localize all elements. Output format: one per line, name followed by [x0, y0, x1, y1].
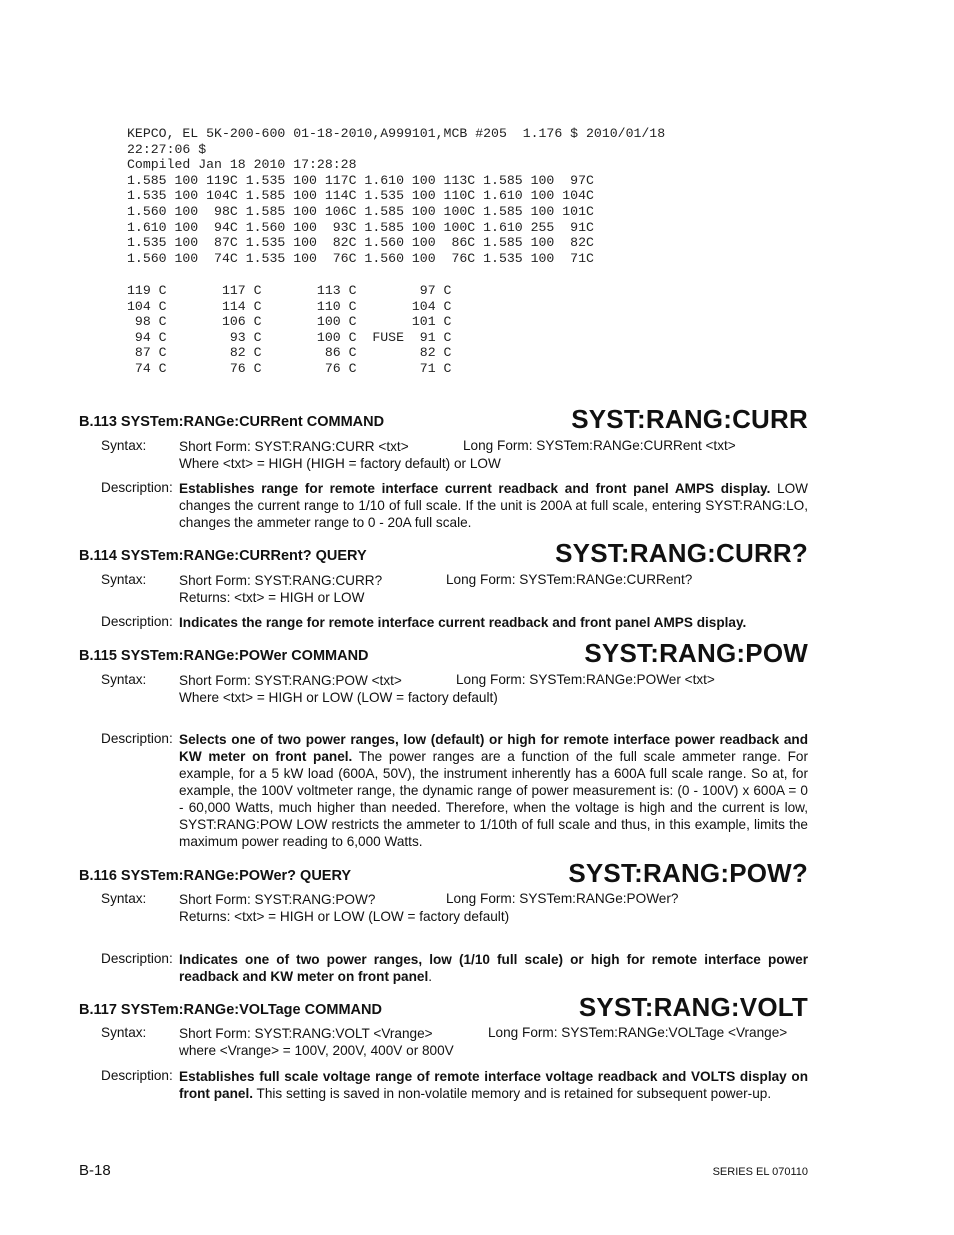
- description-label: Description:: [101, 951, 173, 966]
- section-title-b114: B.114 SYSTem:RANGe:CURRent? QUERY: [79, 548, 367, 564]
- section-title-b115: B.115 SYSTem:RANGe:POWer COMMAND: [79, 648, 369, 664]
- short-form: Short Form: SYST:RANG:POW?: [179, 892, 376, 907]
- temperature-table: 119 C 117 C 113 C 97 C 104 C 114 C 110 C 104 C 98 C 106 C 100 C 101 C 94 C 93 C 100 C FUSE 91 C 87 C 82 C 86 C 82 C 74 C 76 C 76 C 71 C: [127, 283, 452, 376]
- syntax-label: Syntax:: [101, 572, 147, 587]
- description-b114: [179, 614, 808, 631]
- command-heading-b114: SYST:RANG:CURR?: [555, 538, 808, 568]
- section-title-b113: B.113 SYSTem:RANGe:CURRent COMMAND: [79, 414, 385, 430]
- long-form: Long Form: SYSTem:RANGe:CURRent <txt>: [463, 438, 736, 453]
- syntax-note: Returns: <txt> = HIGH or LOW: [179, 590, 365, 605]
- syntax-note: Where <txt> = HIGH or LOW (LOW = factory default): [179, 690, 498, 705]
- syntax-note: Where <txt> = HIGH (HIGH = factory default) or LOW: [179, 456, 501, 471]
- page-number: B-18: [79, 1162, 111, 1179]
- description-text: This setting is saved in non-volatile memory and is retained for subsequent power-up.: [253, 1086, 772, 1101]
- syntax-label: Syntax:: [101, 891, 147, 906]
- description-bold: Establishes range for remote interface current readback and front panel AMPS display.: [179, 481, 771, 496]
- description-text: LOW changes the current range to 1/10 of full scale. If the unit is 200A at full scale, entering SYST:RANG:LO, changes the ammeter range to 0 - 20A full scale.: [179, 481, 808, 530]
- description-b117: [179, 1068, 808, 1102]
- short-form: Short Form: SYST:RANG:VOLT <Vrange>: [179, 1026, 433, 1041]
- section-title-b116: B.116 SYSTem:RANGe:POWer? QUERY: [79, 868, 352, 884]
- description-label: Description:: [101, 1068, 173, 1083]
- long-form: Long Form: SYSTem:RANGe:POWer <txt>: [456, 672, 715, 687]
- syntax-note: Returns: <txt> = HIGH or LOW (LOW = factory default): [179, 909, 510, 924]
- section-title-b117: B.117 SYSTem:RANGe:VOLTage COMMAND: [79, 1002, 382, 1018]
- description-bold: Indicates one of two power ranges, low (1/10 full scale) or high for remote interface power readback and KW meter on front panel: [179, 952, 808, 984]
- command-heading-b116: SYST:RANG:POW?: [568, 858, 808, 888]
- description-label: Description:: [101, 480, 173, 495]
- long-form: Long Form: SYSTem:RANGe:CURRent?: [446, 572, 693, 587]
- short-form: Short Form: SYST:RANG:CURR <txt>: [179, 439, 409, 454]
- description-label: Description:: [101, 614, 173, 629]
- description-b116: [179, 951, 808, 985]
- command-heading-b117: SYST:RANG:VOLT: [578, 992, 808, 1022]
- syntax-label: Syntax:: [101, 672, 147, 687]
- command-heading-b115: SYST:RANG:POW: [584, 638, 808, 668]
- description-label: Description:: [101, 731, 173, 746]
- description-bold: Indicates the range for remote interface current readback and front panel AMPS display.: [179, 615, 747, 630]
- short-form: Short Form: SYST:RANG:POW <txt>: [179, 673, 402, 688]
- description-b113: [179, 480, 808, 531]
- command-heading-b113: SYST:RANG:CURR: [571, 404, 808, 434]
- description-text: The power ranges are a function of the full scale ammeter range. For example, for a 5 kW load (600A, 50V), the instrument inherently has a 600A full scale range. So at, for example, the 100V voltmeter range, the dynamic range of power measurement is: (0 - 100V) x 600A = 0 - 60,000 Watts, much higher than needed. Therefore, when the voltage is high and the current is low, SYST:RANG:POW LOW restricts the ammeter to 1/10th of full scale and thus, in this example, limits the maximum power reading to 6,000 Watts.: [179, 749, 808, 849]
- description-bold: Selects one of two power ranges, low (default) or high for remote interface power readback and KW meter on front panel.: [179, 732, 808, 764]
- series-label: SERIES EL 070110: [712, 1166, 808, 1178]
- description-b115: [179, 731, 808, 850]
- syntax-label: Syntax:: [101, 438, 147, 453]
- instrument-output-listing: KEPCO, EL 5K-200-600 01-18-2010,A999101,MCB #205 1.176 $ 2010/01/18 22:27:06 $ Compiled Jan 18 2010 17:28:28 1.585 100 119C 1.535 100 117C 1.610 100 113C 1.585 100 97C 1.535 100 104C 1.585 100 114C 1.535 100 110C 1.610 100 104C 1.560 100 98C 1.585 100 106C 1.585 100 100C 1.585 100 101C 1.610 100 94C 1.560 100 93C 1.585 100 100C 1.610 255 91C 1.535 100 87C 1.535 100 82C 1.560 100 86C 1.585 100 82C 1.560 100 74C 1.535 100 76C 1.560 100 76C 1.535 100 71C: [127, 126, 666, 266]
- long-form: Long Form: SYSTem:RANGe:VOLTage <Vrange>: [488, 1025, 788, 1040]
- syntax-note: where <Vrange> = 100V, 200V, 400V or 800V: [179, 1043, 454, 1058]
- description-bold: Establishes full scale voltage range of remote interface voltage readback and VOLTS display on front panel.: [179, 1069, 808, 1101]
- description-text: .: [428, 969, 433, 984]
- syntax-label: Syntax:: [101, 1025, 147, 1040]
- long-form: Long Form: SYSTem:RANGe:POWer?: [446, 891, 679, 906]
- short-form: Short Form: SYST:RANG:CURR?: [179, 573, 383, 588]
